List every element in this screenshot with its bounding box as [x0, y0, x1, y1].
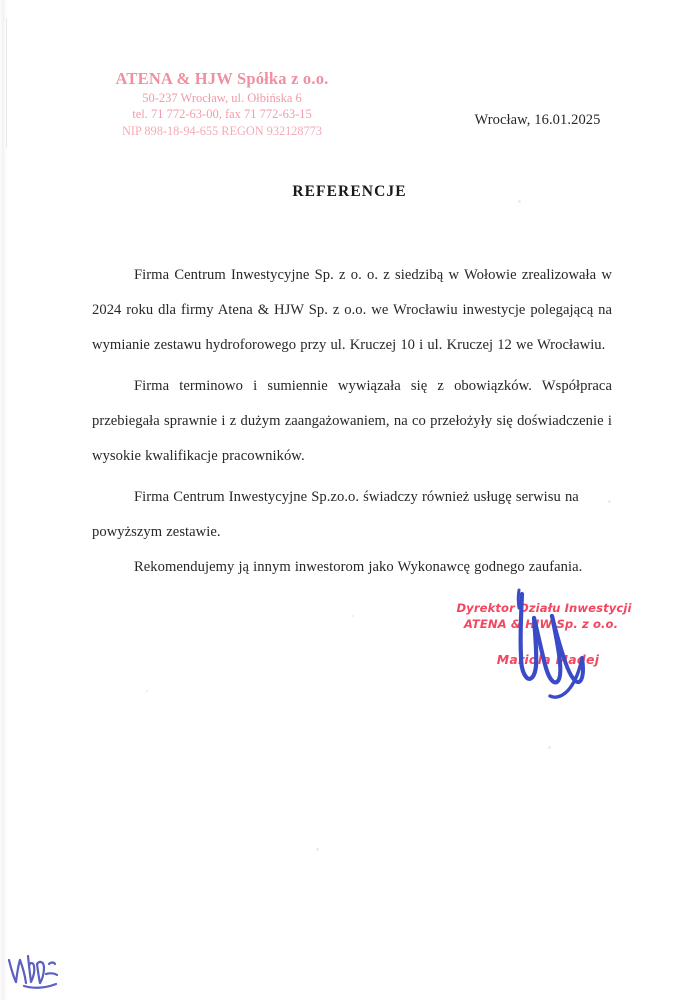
signature-block — [440, 600, 650, 710]
handwritten-initial-icon — [4, 940, 76, 992]
signature-stamp-name: Mariola Madej — [496, 651, 600, 667]
body-paragraph-3: Firma Centrum Inwestycyjne Sp.zo.o. świadczy również usługę serwisu na powyższym zestawie. — [92, 489, 579, 540]
letterhead-stamp — [72, 68, 372, 139]
scan-edge-artifact — [0, 0, 7, 1000]
page-title: REFERENCJE — [292, 183, 407, 200]
letterhead-address: 50-237 Wrocław, ul. Ołbińska 6 — [142, 90, 302, 105]
letterhead-company-name: ATENA & HJW Spółka z o.o. — [115, 69, 329, 88]
scan-speckle — [316, 848, 319, 851]
scan-edge-line-artifact — [6, 18, 7, 148]
body-paragraph-2: Firma terminowo i sumiennie wywiązała się z obowiązków. Współpraca przebiegała sprawnie i z dużym zaangażowaniem, na co przełożyły się doświadczenie i wysokie kwalifikacje pracowników. — [92, 378, 612, 464]
letterhead-tax-ids: NIP 898-18-94-655 REGON 932128773 — [121, 123, 323, 138]
signature-stamp-role: Dyrektor Działu Inwestycji — [456, 601, 632, 615]
date-line: Wrocław, 16.01.2025 — [474, 112, 601, 128]
letter-body — [92, 258, 612, 585]
body-paragraph-1: Firma Centrum Inwestycyjne Sp. z o. o. z siedzibą w Wołowie zrealizowała w 2024 roku dla firmy Atena & HJW Sp. z o.o. we Wrocławiu inwestycje polegającą na wymianie zestawu hydroforowego przy ul. Kruczej 10 i ul. Kruczej 12 we Wrocławiu. — [92, 267, 612, 353]
scan-speckle — [352, 615, 354, 617]
signature-stamp-company: ATENA & HJW Sp. z o.o. — [463, 617, 619, 632]
body-paragraph-4: Rekomendujemy ją innym inwestorom jako Wykonawcę godnego zaufania. — [134, 559, 583, 575]
scan-speckle — [548, 746, 551, 749]
signature-stamp — [440, 600, 640, 669]
scan-speckle — [146, 690, 148, 692]
letterhead-contact: tel. 71 772-63-00, fax 71 772-63-15 — [132, 107, 312, 122]
